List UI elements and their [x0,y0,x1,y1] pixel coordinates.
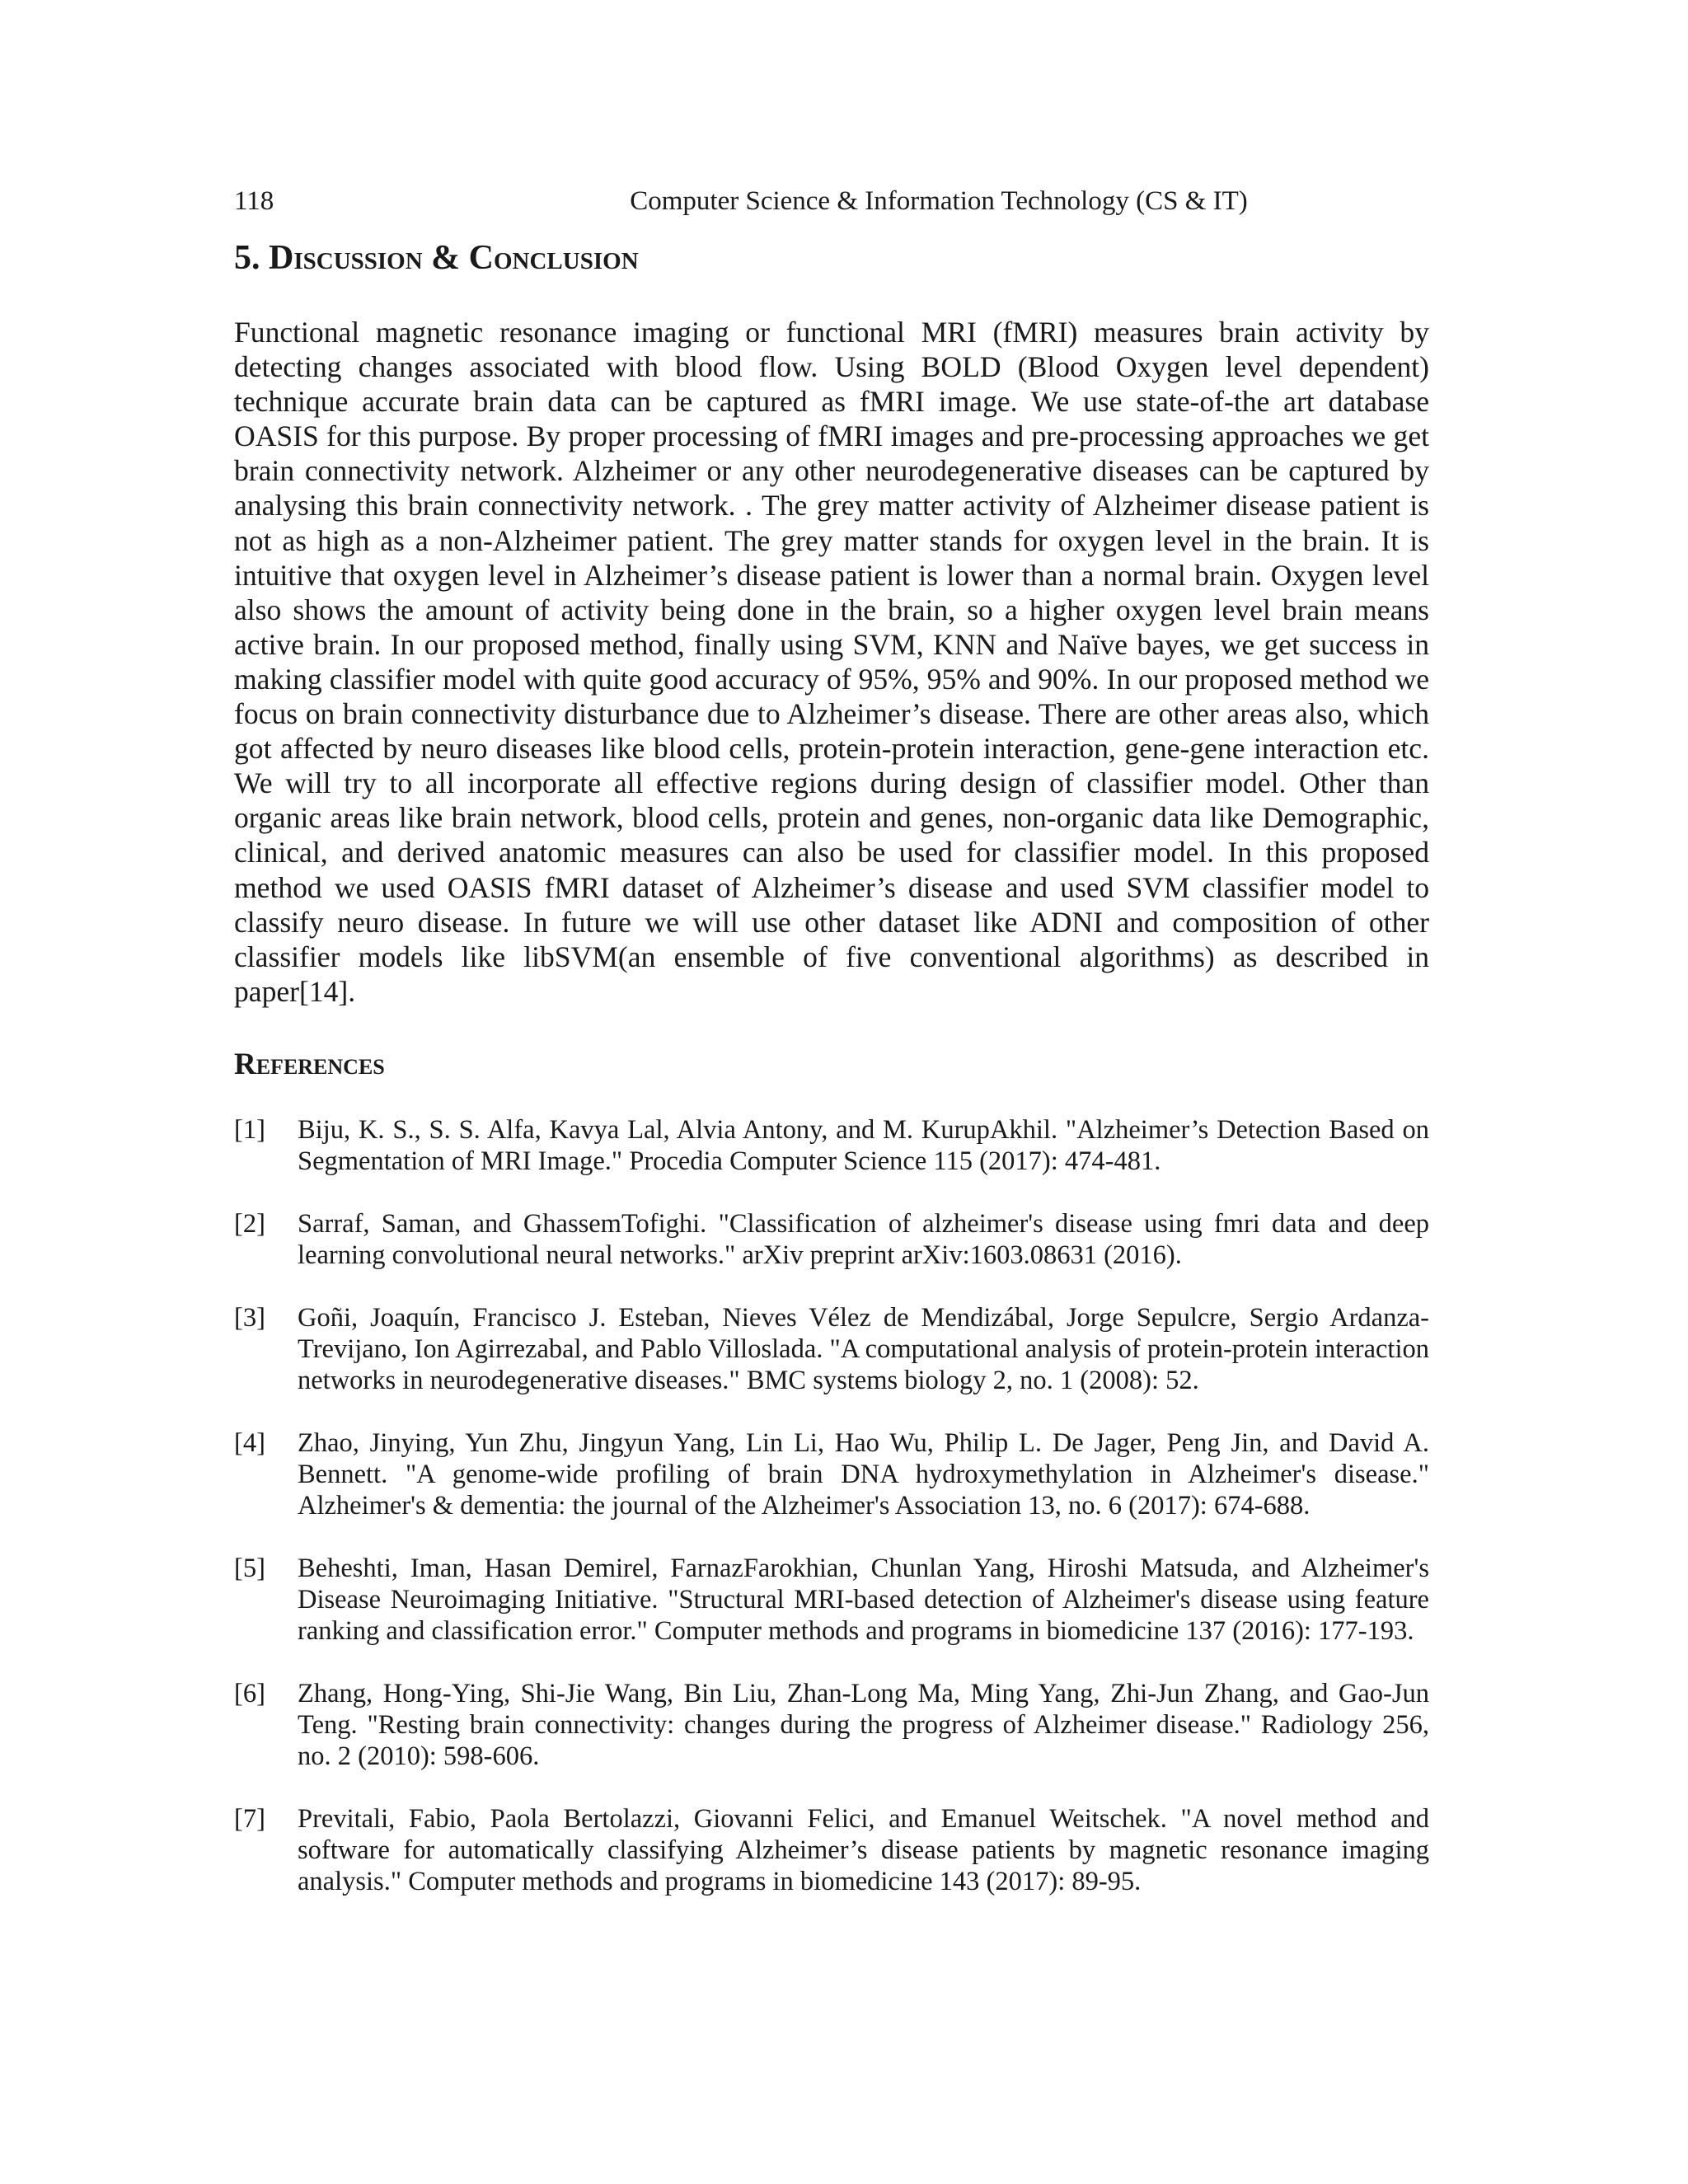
reference-text: Zhao, Jinying, Yun Zhu, Jingyun Yang, Lin Li, Hao Wu, Philip L. De Jager, Peng Jin, and David A. Bennett. "A genome-wide profiling of brain DNA hydroxymethylation in Alzheimer's disease." Alzheimer's & dementia: the journal of the Alzheimer's Association 13, no. 6 (2017): 674-688. [298,1428,1429,1521]
reference-number: [1] [234,1115,265,1145]
running-header [234,183,1429,219]
reference-item [234,1114,1429,1177]
reference-item [234,1208,1429,1271]
reference-text: Beheshti, Iman, Hasan Demirel, FarnazFarokhian, Chunlan Yang, Hiroshi Matsuda, and Alzheimer's Disease Neuroimaging Initiative. "Structural MRI-based detection of Alzheimer's disease using feature ranking and classification error." Computer methods and programs in biomedicine 137 (2016): 177-193. [298,1554,1429,1646]
reference-text: Zhang, Hong-Ying, Shi-Jie Wang, Bin Liu, Zhan-Long Ma, Ming Yang, Zhi-Jun Zhang, and Gao-Jun Teng. "Resting brain connectivity: changes during the progress of Alzheimer disease." Radiology 256, no. 2 (2010): 598-606. [298,1679,1429,1771]
reference-number: [7] [234,1804,265,1834]
reference-number: [5] [234,1554,265,1583]
reference-number: [3] [234,1303,265,1333]
reference-text: Goñi, Joaquín, Francisco J. Esteban, Nieves Vélez de Mendizábal, Jorge Sepulcre, Sergio Ardanza-Trevijano, Ion Agirrezabal, and Pablo Villoslada. "A computational analysis of protein-protein interaction networks in neurodegenerative diseases." BMC systems biology 2, no. 1 (2008): 52. [298,1303,1429,1395]
reference-list [234,1114,1429,1929]
references-heading: References [234,1047,385,1081]
reference-number: [4] [234,1428,265,1458]
reference-number: [6] [234,1679,265,1708]
reference-text: Sarraf, Saman, and GhassemTofighi. "Classification of alzheimer's disease using fmri data and deep learning convolutional neural networks." arXiv preprint arXiv:1603.08631 (2016). [298,1209,1429,1270]
reference-item [234,1302,1429,1396]
reference-text: Previtali, Fabio, Paola Bertolazzi, Giovanni Felici, and Emanuel Weitschek. "A novel method and software for automatically classifying Alzheimer’s disease patients by magnetic resonance imaging analysis." Computer methods and programs in biomedicine 143 (2017): 89-95. [298,1804,1429,1896]
journal-title: Computer Science & Information Technology (CS & IT) [630,186,1248,216]
reference-item [234,1553,1429,1647]
reference-item [234,1427,1429,1521]
reference-item [234,1678,1429,1772]
discussion-paragraph: Functional magnetic resonance imaging or functional MRI (fMRI) measures brain activity by detecting changes associated with blood flow. Using BOLD (Blood Oxygen level dependent) technique accurate brain data can be captured as fMRI image. We use state-of-the art database OASIS for this purpose. By proper processing of fMRI images and pre-processing approaches we get brain connectivity network. Alzheimer or any other neurodegenerative diseases can be captured by analysing this brain connectivity network. . The grey matter activity of Alzheimer disease patient is not as high as a non-Alzheimer patient. The grey matter stands for oxygen level in the brain. It is intuitive that oxygen level in Alzheimer’s disease patient is lower than a normal brain. Oxygen level also shows the amount of activity being done in the brain, so a higher oxygen level brain means active brain. In our proposed method, finally using SVM, KNN and Naïve bayes, we get success in making classifier model with quite good accuracy of 95%, 95% and 90%. In our proposed method we focus on brain connectivity disturbance due to Alzheimer’s disease. There are other areas also, which got affected by neuro diseases like blood cells, protein-protein interaction, gene-gene interaction etc. We will try to all incorporate all effective regions during design of classifier model. Other than organic areas like brain network, blood cells, protein and genes, non-organic data like Demographic, clinical, and derived anatomic measures can also be used for classifier model. In this proposed method we used OASIS fMRI dataset of Alzheimer’s disease and used SVM classifier model to classify neuro disease. In future we will use other dataset like ADNI and composition of other classifier models like libSVM(an ensemble of five conventional algorithms) as described in paper[14]. [234,316,1429,1008]
section-heading: 5. Discussion & Conclusion [234,239,639,277]
page-number: 118 [234,186,274,216]
reference-number: [2] [234,1209,265,1239]
reference-text: Biju, K. S., S. S. Alfa, Kavya Lal, Alvia Antony, and M. KurupAkhil. "Alzheimer’s Detection Based on Segmentation of MRI Image." Procedia Computer Science 115 (2017): 474-481. [298,1115,1429,1176]
reference-item [234,1803,1429,1897]
